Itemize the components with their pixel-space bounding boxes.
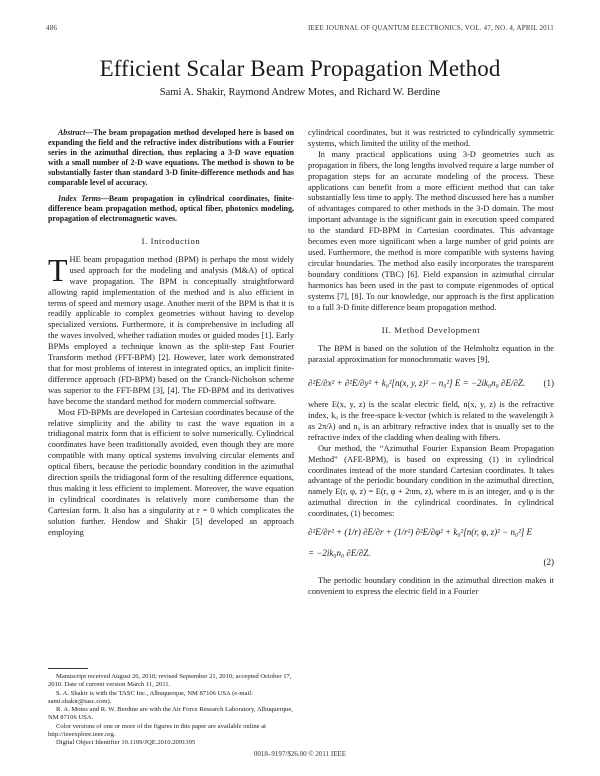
method-paragraph-2: where E(x, y, z) is the scalar electric field, n(x, y, z) is the refractive index, k₀ is the free-space k-vector (which is related to the wavelength λ as 2π/λ) and n₀ is an arbitrary refractive index that is usually set to the refractive index of the cladding when dealing with fibers. — [308, 400, 554, 442]
index-terms-text: Beam propagation in cylindrical coordinates, finite-difference beam propagation method, optical fiber, photonics modeling, propagation of electromagnetic waves. — [48, 194, 295, 223]
right-column — [308, 128, 554, 598]
index-terms-label: Index Terms — [58, 194, 101, 203]
equation-2 — [308, 526, 554, 570]
method-paragraph-4: The periodic boundary condition in the azimuthal direction makes it convenient to express the electric field in a Fourier — [308, 576, 554, 596]
abstract-label: Abstract — [58, 128, 86, 137]
footnote-doi: Digital Object Identifier 10.1109/JQE.2010.2091395 — [56, 739, 196, 747]
copyright-footer: 0018–9197/$26.00 © 2011 IEEE — [253, 750, 347, 758]
intro-paragraph-4: In many practical applications using 3-D geometries such as propagation in fibers, the long lengths involved require a large number of propagation steps for an accurate modeling of the process. These applications can benefit from a more efficient method that can take substantially less time to apply. The method discussed here has a number of advantages compared to other methods in the 3-D domain. The most important advantage is the significant gain in execution speed compared to the standard FD-BPM in Cartesian coordinates. This advantage becomes even more significant when a large number of grid points are used. Furthermore, the method is more compatible with systems having circular boundaries. The method also easily incorporates the transparent boundary conditions (TBC) [6]. Field expansion in azimuthal circular harmonics has been used in the past to compute eigenmodes of optical systems [7], [8]. To our knowledge, our approach is the first application to a full 3-D finite difference beam propagation method. — [308, 149, 554, 312]
paper-title: Efficient Scalar Beam Propagation Method — [99, 56, 501, 81]
footnote-rule — [48, 668, 88, 669]
section-heading-introduction: I. Introduction — [141, 236, 201, 246]
intro-paragraph-1-text: HE beam propagation method (BPM) is perhaps the most widely used approach for the modeling and analysis (M&A) of optical wave propagation. The BPM is conceptually straightforward allowing rapid implementation of the method and is also efficient in terms of speed and memory usage. Another merit of the BPM is that it is readily applicable to complex geometries without having to develop specialized versions. Furthermore, it is comprehensive in including all the waves involved, whether radiation modes or guided modes [1]. Early BPMs employed a technique known as the split-step Fast Fourier Transform method (FFT-BPM) [2]. However, later work demonstrated that for most problems of interest in integrated optics, an implicit finite-difference approach (FD-BPM) based on the Cranck-Nicholson scheme was superior to the FFT-BPM [3], [4]. The FD-BPM and its derivatives have become the standard method for modern commercial software. — [48, 254, 294, 406]
abstract: Abstract—The beam propagation method developed here is based on expanding the field and the refractive index distributions with a Fourier series in the azimuthal direction, thus replacing a 3-D wave equation with a small number of 2-D wave equations. The method is shown to be substantially faster than standard 3-D finite-difference methods and has comparable level of accuracy. — [48, 128, 294, 187]
index-terms: Index Terms—Beam propagation in cylindrical coordinates, finite-difference beam propagation method, optical fiber, photonics modeling, propagation of electromagnetic waves. — [48, 194, 295, 223]
equation-2-line-1: ∂²E/∂r² + (1/r) ∂E/∂r + (1/r²) ∂²E/∂φ² + k₀²[n(r, φ, z)² − n₀²] E — [308, 527, 533, 538]
method-paragraph-3: Our method, the “Azimuthal Fourier Expansion Beam Propagation Method” (AFE-BPM), is based on expressing (1) in cylindrical coordinates instead of the more standard Cartesian coordinates. It takes advantage of the periodic boundary condition in the azimuthal direction, namely E(r, φ, z) = E(r, φ + 2πm, z), where m is an integer, and φ is the azimuthal direction in the cylindrical coordinates. In cylindrical coordinates, (1) becomes: — [308, 443, 554, 519]
footnote-shakir: S. A. Shakir is with the TASC Inc., Albuquerque, NM 87106 USA (e-mail: sami.shakir@tasc.com). — [48, 689, 253, 705]
equation-2-line-2: = −2ik₀n₀ ∂E/∂Z. — [308, 548, 371, 559]
equation-1-number: (1) — [543, 378, 554, 389]
equation-1-expression: ∂²E/∂x² + ∂²E/∂y² + k₀²[n(x, y, z)² − n₀²] E = −2ik₀n₀ ∂E/∂Z. — [308, 378, 526, 389]
method-paragraph-1: The BPM is based on the solution of the Helmholtz equation in the paraxial approximation for monochromatic waves [9], — [308, 344, 554, 365]
journal-name: IEEE JOURNAL OF QUANTUM ELECTRONICS, VOL. 47, NO. 4, APRIL 2011 — [308, 24, 554, 32]
intro-paragraph-3: cylindrical coordinates, but it was restricted to cylindrically symmetric systems, which limited the utility of the method. — [308, 128, 554, 148]
paper-authors: Sami A. Shakir, Raymond Andrew Motes, and Richard W. Berdine — [159, 87, 441, 98]
footnotes — [48, 668, 294, 748]
page-number: 486 — [46, 24, 58, 32]
equation-2-number: (2) — [543, 557, 554, 568]
footnote-manuscript: Manuscript received August 26, 2010; revised September 21, 2010; accepted October 17, 2010. Date of current version March 11, 2011. — [48, 673, 292, 689]
intro-paragraph-1 — [48, 251, 294, 408]
equation-1 — [308, 372, 554, 394]
intro-paragraph-2: Most FD-BPMs are developed in Cartesian coordinates because of the relative simplicity and the ability to cast the wave equation in a tridiagonal matrix form that is efficient to solve numerically. Cylindrical coordinates have been traditionally avoided, even though they are more compatible with many optical systems involving circular elements and optical fibers, because the periodic boundary condition in the azimuthal direction spoils the tridiagonal form of the resulting difference equations, thus making it less efficient to implement. Moreover, the wave equation in cylindrical coordinates is relatively more cumbersome than the Cartesian form. It also has a singularity at r = 0 which complicates the solution further. Hendow and Shakir [5] developed an approach employing — [48, 407, 294, 537]
drop-cap: T — [48, 251, 68, 288]
section-heading-method: II. Method Development — [381, 325, 481, 336]
abstract-text: The beam propagation method developed here is based on expanding the field and the refractive index distributions with a Fourier series in the azimuthal direction, thus replacing a 3-D wave equation with a small number of 2-D wave equations. The method is shown to be substantially faster than standard 3-D finite-difference methods and has comparable level of accuracy. — [48, 128, 294, 187]
footnote-color: Color versions of one or more of the figures in this paper are available online at http://ieeexplore.ieee.org. — [48, 722, 267, 739]
left-column — [48, 128, 294, 538]
footnote-motes-berdine: R. A. Motes and R. W. Berdine are with the Air Force Research Laboratory, Albuquerque, NM 87106 USA. — [48, 706, 293, 722]
